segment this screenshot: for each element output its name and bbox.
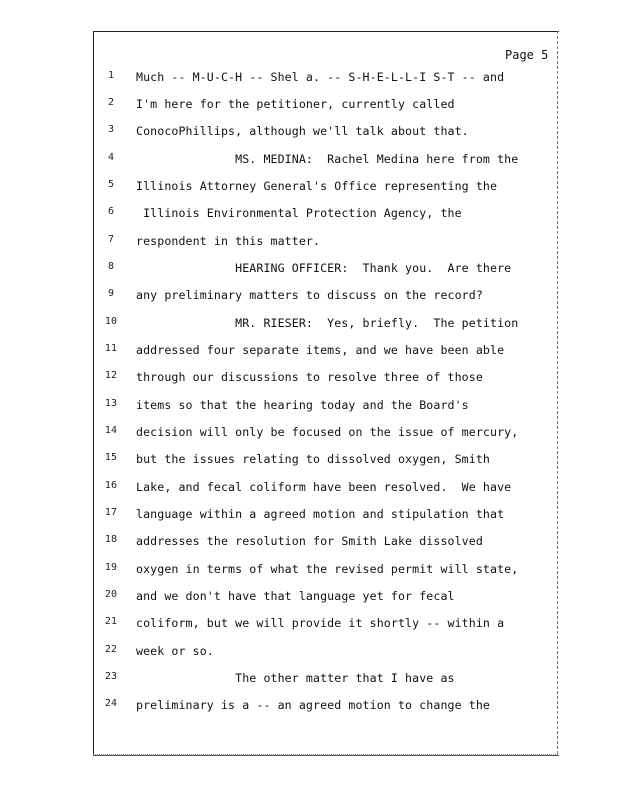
line-number: 3	[107, 124, 115, 135]
line-text: through our discussions to resolve three of those	[136, 370, 483, 384]
transcript-line	[100, 234, 550, 261]
transcript-line	[100, 452, 550, 479]
line-text: ConocoPhillips, although we'll talk about that.	[136, 124, 469, 138]
page-footer-rule	[93, 754, 558, 755]
line-text: addresses the resolution for Smith Lake dissolved	[136, 534, 483, 548]
line-text: decision will only be focused on the issue of mercury,	[136, 425, 519, 439]
line-number: 18	[104, 534, 118, 545]
transcript-line	[100, 316, 550, 343]
line-number: 13	[104, 398, 118, 409]
line-number: 9	[107, 288, 115, 299]
transcript-line	[100, 343, 550, 370]
line-number: 16	[104, 480, 118, 491]
line-number: 2	[107, 97, 115, 108]
transcript-line	[100, 370, 550, 397]
line-number: 8	[107, 261, 115, 272]
line-text: Much -- M-U-C-H -- Shel a. -- S-H-E-L-L-I S-T -- and	[136, 70, 505, 84]
transcript-line	[100, 261, 550, 288]
line-number: 19	[104, 562, 118, 573]
line-text: items so that the hearing today and the Board's	[136, 398, 469, 412]
transcript-line	[100, 179, 550, 206]
line-text: respondent in this matter.	[136, 234, 321, 248]
line-number: 21	[104, 616, 118, 627]
line-number: 15	[104, 452, 118, 463]
transcript-line	[100, 562, 550, 589]
line-text: but the issues relating to dissolved oxygen, Smith	[136, 452, 491, 466]
page-right-edge	[557, 31, 558, 754]
line-number: 10	[104, 316, 118, 327]
transcript-line	[100, 206, 550, 233]
line-text: coliform, but we will provide it shortly -- within a	[136, 616, 505, 630]
line-text: Illinois Attorney General's Office representing the	[136, 179, 498, 193]
transcript-line	[100, 70, 550, 97]
line-text: MS. MEDINA: Rachel Medina here from the	[136, 152, 519, 166]
line-text: and we don't have that language yet for fecal	[136, 589, 455, 603]
transcript-line	[100, 425, 550, 452]
line-text: language within a agreed motion and stipulation that	[136, 507, 505, 521]
transcript-line	[100, 398, 550, 425]
transcript-line	[100, 698, 550, 725]
line-text: addressed four separate items, and we have been able	[136, 343, 505, 357]
line-text: oxygen in terms of what the revised permit will state,	[136, 562, 519, 576]
page-number: Page 5	[505, 48, 549, 62]
line-number: 6	[107, 206, 115, 217]
line-number: 20	[104, 589, 118, 600]
line-text: The other matter that I have as	[136, 671, 455, 685]
transcript-line	[100, 507, 550, 534]
line-number: 14	[104, 425, 118, 436]
line-text: MR. RIESER: Yes, briefly. The petition	[136, 316, 519, 330]
line-text: preliminary is a -- an agreed motion to change the	[136, 698, 491, 712]
line-text: Lake, and fecal coliform have been resolved. We have	[136, 480, 512, 494]
transcript-line	[100, 152, 550, 179]
transcript-line	[100, 534, 550, 561]
line-number: 5	[107, 179, 115, 190]
line-number: 7	[107, 234, 115, 245]
transcript-line	[100, 589, 550, 616]
line-number: 12	[104, 370, 118, 381]
line-number: 1	[107, 70, 115, 81]
line-text: I'm here for the petitioner, currently called	[136, 97, 455, 111]
line-number: 17	[104, 507, 118, 518]
transcript-line	[100, 671, 550, 698]
line-text: HEARING OFFICER: Thank you. Are there	[136, 261, 512, 275]
transcript-line	[100, 480, 550, 507]
transcript-line	[100, 644, 550, 671]
transcript-line	[100, 288, 550, 315]
line-number: 23	[104, 671, 118, 682]
line-number: 4	[107, 152, 115, 163]
line-number: 22	[104, 644, 118, 655]
transcript-line	[100, 97, 550, 124]
line-text: Illinois Environmental Protection Agency, the	[136, 206, 462, 220]
line-text: any preliminary matters to discuss on the record?	[136, 288, 483, 302]
line-text: week or so.	[136, 644, 214, 658]
line-number: 11	[104, 343, 118, 354]
transcript-line	[100, 616, 550, 643]
line-number: 24	[104, 698, 118, 709]
transcript-line	[100, 124, 550, 151]
